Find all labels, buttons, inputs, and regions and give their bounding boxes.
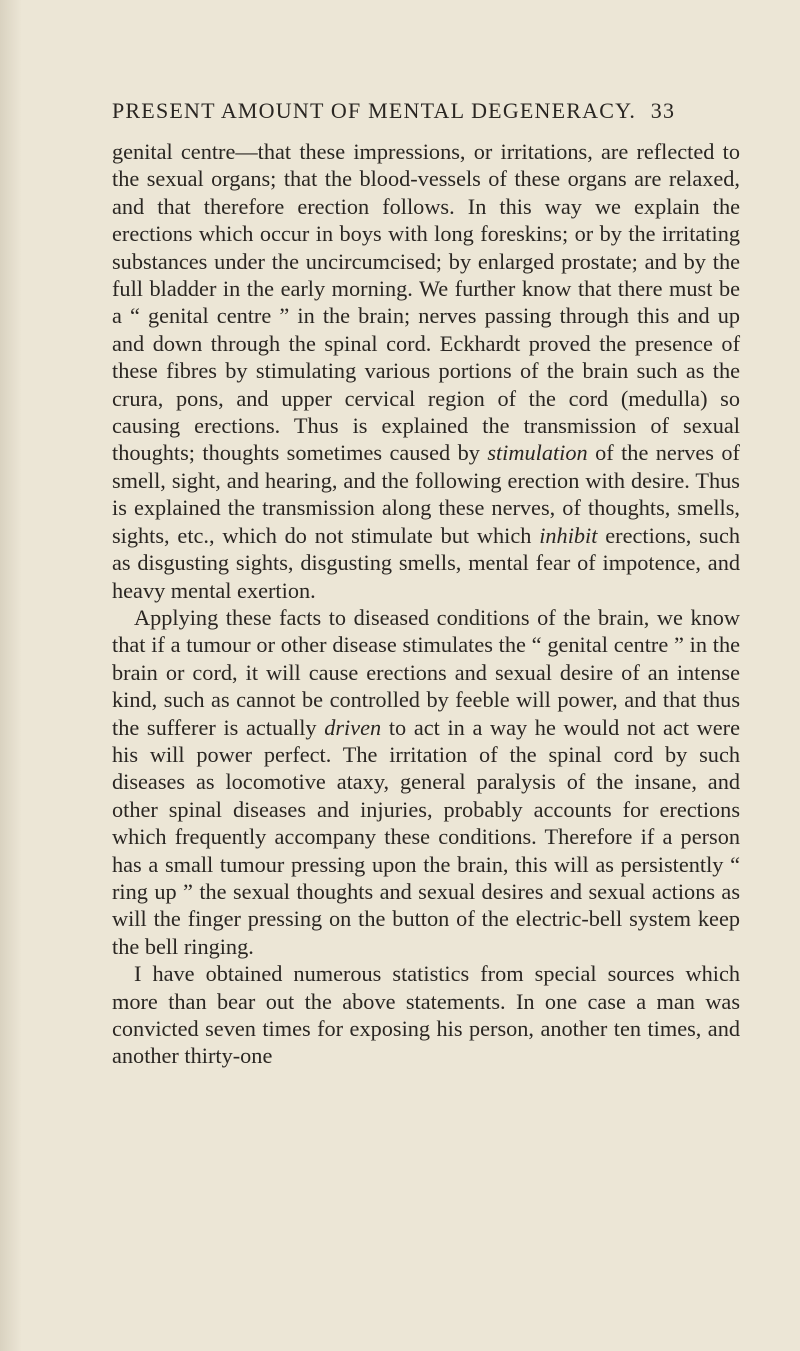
italic-run: driven	[324, 714, 382, 740]
text-run: erections, such as disgusting sights, disgusting smells, mental fear of impotence, and heavy mental exertion.	[112, 522, 740, 603]
paragraph	[112, 960, 740, 1070]
italic-run: stimulation	[487, 440, 588, 466]
paragraph	[112, 138, 740, 604]
text-run: genital centre—that these impressions, or irritations, are reflected to the sexual organs; that the blood-vessels of these organs are relaxed, and that therefore erection follows. In this way we explain the erections which occur in boys with long foreskins; or by the irritating substances under the uncircumcised; by enlarged prostate; and by the full bladder in the early morning. We further know that there must be a “ genital centre ” in the brain; nerves passing through this and up and down through the spinal cord. Eckhardt proved the presence of these fibres by stimulating various portions of the brain such as the crura, pons, and upper cervical region of the cord (medulla) so causing erections. Thus is explained the transmission of sexual thoughts; thoughts sometimes caused by	[112, 139, 740, 466]
running-head	[112, 98, 712, 124]
page-number: 33	[650, 98, 676, 123]
body-text	[112, 138, 740, 1070]
text-run: I have obtained numerous statistics from special sources which more than bear out the above statements. In one case a man was convicted seven times for exposing his person, another ten times, and another thirty-one	[112, 961, 740, 1069]
text-run: Applying these facts to diseased conditions of the brain, we know that if a tumour or other disease stimulates the “ genital centre ” in the brain or cord, it will cause erections and sexual desire of an intense kind, such as cannot be controlled by feeble will power, and that thus the sufferer is actually	[112, 604, 740, 740]
running-title: PRESENT AMOUNT OF MENTAL DEGENERACY.	[112, 98, 637, 123]
italic-run: inhibit	[539, 522, 598, 548]
page-edge-shadow	[0, 0, 22, 1351]
text-run: of the nerves of smell, sight, and hearing, and the following erection with desire. Thus is explained the transmission along these nerves, of thoughts, smells, sights, etc., which do not stimulate but which	[112, 440, 740, 548]
text-run: to act in a way he would not act were his will power perfect. The irritation of the spinal cord by such diseases as locomotive ataxy, general paralysis of the insane, and other spinal diseases and injuries, probably accounts for erections which frequently accompany these conditions. Therefore if a person has a small tumour pressing upon the brain, this will as persistently “ ring up ” the sexual thoughts and sexual desires and sexual actions as will the finger pressing on the button of the electric-bell system keep the bell ringing.	[112, 714, 740, 959]
paragraph	[112, 604, 740, 960]
